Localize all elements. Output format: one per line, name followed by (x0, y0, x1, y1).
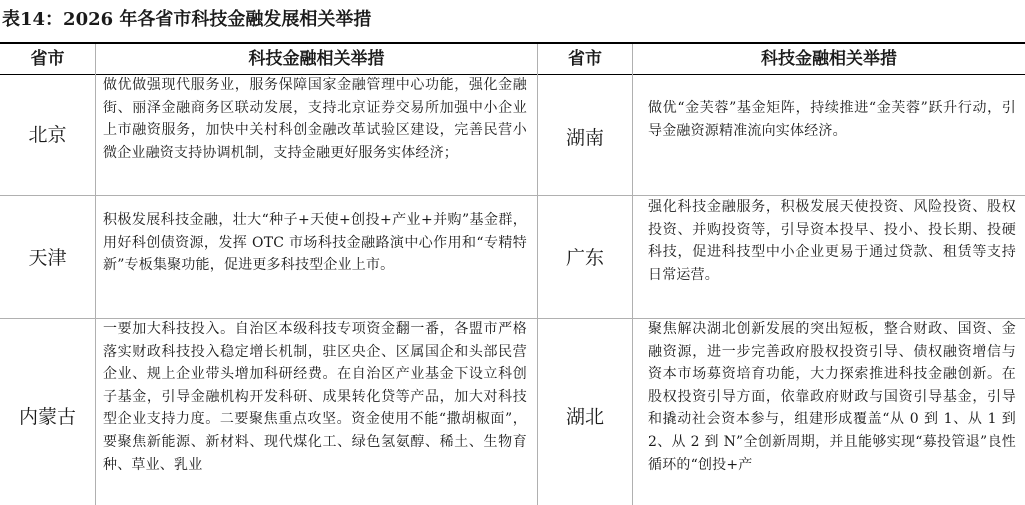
province-beijing: 北京 (28, 124, 67, 146)
province-tianjin: 天津 (28, 247, 67, 269)
measures-table (0, 40, 1025, 505)
province-guangdong: 广东 (565, 247, 604, 269)
province-hubei: 湖北 (565, 406, 604, 428)
measures-neimenggu: 一要加大科技投入。自治区本级科技专项资金翻一番，各盟市严格落实财政科技投入稳定增长机制，驻区央企、区属国企和头部民营企业、规上企业带头增加科研经费。在自治区产业基金下设立科创子基金，引导金融机构开发科研、成果转化贷等产品，加大对科技型企业支持力度。二要聚焦重点攻坚。资金使用不能“撒胡椒面”，要聚焦新能源、新材料、现代煤化工、绿色氢氨醇、稀土、生物育种、草业、乳业 (103, 321, 527, 473)
column-divider (632, 44, 633, 505)
measures-guangdong: 强化科技金融服务，积极发展天使投资、风险投资、股权投资、并购投资等，引导资本投早、投小、投长期、投硬科技，促进科技型中小企业更易于通过贷款、租赁等支持日常运营。 (648, 199, 1016, 283)
header-province-right: 省市 (568, 49, 602, 69)
header-measures-right: 科技金融相关举措 (761, 49, 897, 69)
measures-hunan: 做优“金芙蓉”基金矩阵，持续推进“金芙蓉”跃升行动，引导金融资源精准流向实体经济。 (648, 100, 1016, 139)
table-title: 表14：2026 年各省市科技金融发展相关举措 (2, 9, 372, 30)
measures-hubei: 聚焦解决湖北创新发展的突出短板，整合财政、国资、金融资源，进一步完善政府股权投资引导、债权融资增信与资本市场募资培育功能，大力探索推进科技金融创新。在股权投资引导方面，依靠政府财政与国资引导基金，引导和撬动社会资本参与，组建形成覆盖“从 0 到 1、从 1 到 2、从 2 到 N”全创新周期，并且能够实现“募投管退”良性循环的“创投+产 (648, 321, 1016, 473)
column-divider (95, 44, 96, 505)
header-province-left: 省市 (30, 49, 65, 69)
header-measures-left: 科技金融相关举措 (248, 49, 385, 69)
province-neimenggu: 内蒙古 (18, 406, 76, 428)
row-divider (537, 195, 632, 196)
row-divider (0, 195, 537, 196)
province-hunan: 湖南 (565, 127, 604, 149)
measures-tianjin: 积极发展科技金融，壮大“种子+天使+创投+产业+并购”基金群，用好科创债资源，发挥 OTC 市场科技金融路演中心作用和“专精特新”专板集聚功能，促进更多科技型企业上市。 (103, 212, 527, 274)
measures-beijing: 做优做强现代服务业，服务保障国家金融管理中心功能，强化金融街、丽泽金融商务区联动发展，支持北京证券交易所加强中小企业上市融资服务，加快中关村科创金融改革试验区建设，完善民营小微企业融资支持协调机制，支持金融更好服务实体经济； (103, 77, 527, 161)
column-divider (537, 44, 538, 505)
